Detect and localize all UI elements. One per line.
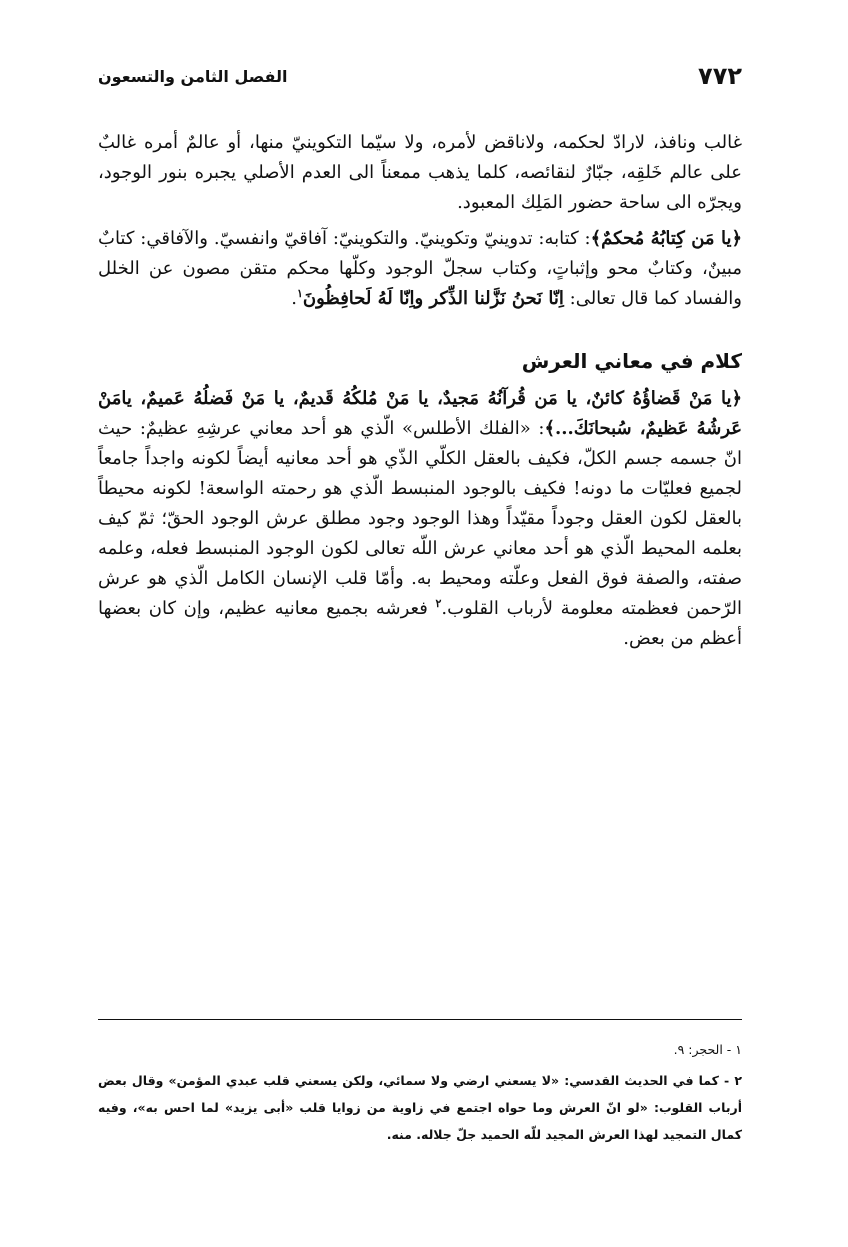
- page-header: [98, 58, 742, 94]
- invocation-text-2: ﴿يا مَنْ قَضاؤُهُ كائنٌ، يا مَن قُرآنُهُ مَجيدٌ، يا مَنْ مُلكُهُ قَديمٌ، يا مَنْ فَضلُهُ عَميمٌ، يامَنْ عَرشُهُ عَظيمٌ، سُبحانَكَ...﴾: [98, 388, 742, 439]
- paragraph-3-text: : «الفلك الأطلس» الّذي هو أحد معاني عرشِهِ عظيمٌ: حيث انّ جسمه جسم الكلّ، فكيف بالعقل الكلّي الذّي هو أحد معانيه أيضاً لكونه واجداً جامعاً لجميع فعليّات ما دونه! فكيف بالوجود المنبسط الّذي هو رحمته الواسعة! لكونه محيطاً بالعقل لكون العقل وجوداً مقيّداً وهذا الوجود وجود مطلق عرش الوجود الحقّ؛ ثمّ كيف بعلمه المحيط الّذي هو أحد معاني عرش اللّه تعالى لكون الوجود المنبسط فعله، وعلمه صفته، والصفة فوق الفعل وعلّته ومحيط به. وأمّا قلب الإنسان الكامل الّذي هو عرش الرّحمن فعظمته معلومة لأرباب القلوب.: [98, 418, 743, 619]
- page-number: ٧٧٢: [698, 62, 742, 90]
- footnote-ref-1: ١: [296, 287, 303, 300]
- paragraph-2: ﴿يا مَن كِتابُهُ مُحكمٌ﴾: كتابه: تدوينيّ وتكوينيّ. والتكوينيّ: آفاقيّ وانفسيّ. والآفاقي: كتابٌ مبينٌ، وكتابٌ محو وإثباتٍ، وكتاب سجلّ الوجود وكلّها محكم متقن مصون عن الخلل والفساد كما قال تعالى: اِنّا نَحنُ نَزَّلنا الذِّكر واِنّا لَهُ لَحافِظُونَ$^١$.: [98, 228, 742, 309]
- footnote-ref-2: ٢: [435, 597, 442, 610]
- footnotes: [98, 1036, 742, 1148]
- section-heading: كلام في معاني العرش: [521, 349, 742, 373]
- chapter-title: الفصل الثامن والتسعون: [98, 66, 288, 86]
- invocation-text: ﴿يا مَن كِتابُهُ مُحكمٌ﴾: [590, 228, 742, 249]
- footnote-divider: [98, 1019, 742, 1020]
- paragraph-1: غالب ونافذ، لارادّ لحكمه، ولاناقض لأمره، ولا سيّما التكوينيّ منها، أو عالمٌ أمره غالبٌ على عالم خَلقِه، جبّارٌ لنقائصه، كلما يذهب ممعناً الى العدم الأصلي يجبره بنور الوجود، ويجرّه الى ساحة حضور المَلِك المعبود.: [98, 132, 742, 213]
- footnote-1: ١ - الحجر: ٩.: [673, 1042, 742, 1057]
- paragraph-2-text: : كتابه: تدوينيّ وتكوينيّ. والتكوينيّ: آفاقيّ وانفسيّ. والآفاقي: كتابٌ مبينٌ، وكتابٌ محو وإثباتٍ، وكتاب سجلّ الوجود وكلّها محكم متقن مصون عن الخلل والفساد كما قال تعالى:: [98, 228, 742, 309]
- footnote-2: ٢ - كما في الحديث القدسي: «لا يسعني ارضي ولا سمائي، ولكن يسعني قلب عبدي المؤمن» وقال بعض أرباب القلوب: «لو انّ العرش وما حواه اجتمع في زاوية من زوايا قلب «أبى يزيد» لما احس به»، وفيه كمال التمجيد لهذا العرش المجيد للّه الحميد جلّ جلاله. منه.: [98, 1073, 742, 1142]
- paragraph-3: [98, 384, 742, 654]
- quran-quote: اِنّا نَحنُ نَزَّلنا الذِّكر واِنّا لَهُ لَحافِظُونَ: [302, 288, 564, 309]
- paragraph-3-end: فعرشه بجميع معانيه عظيم، وإن كان بعضها أعظم من بعض.: [98, 598, 742, 649]
- main-text: [98, 128, 742, 660]
